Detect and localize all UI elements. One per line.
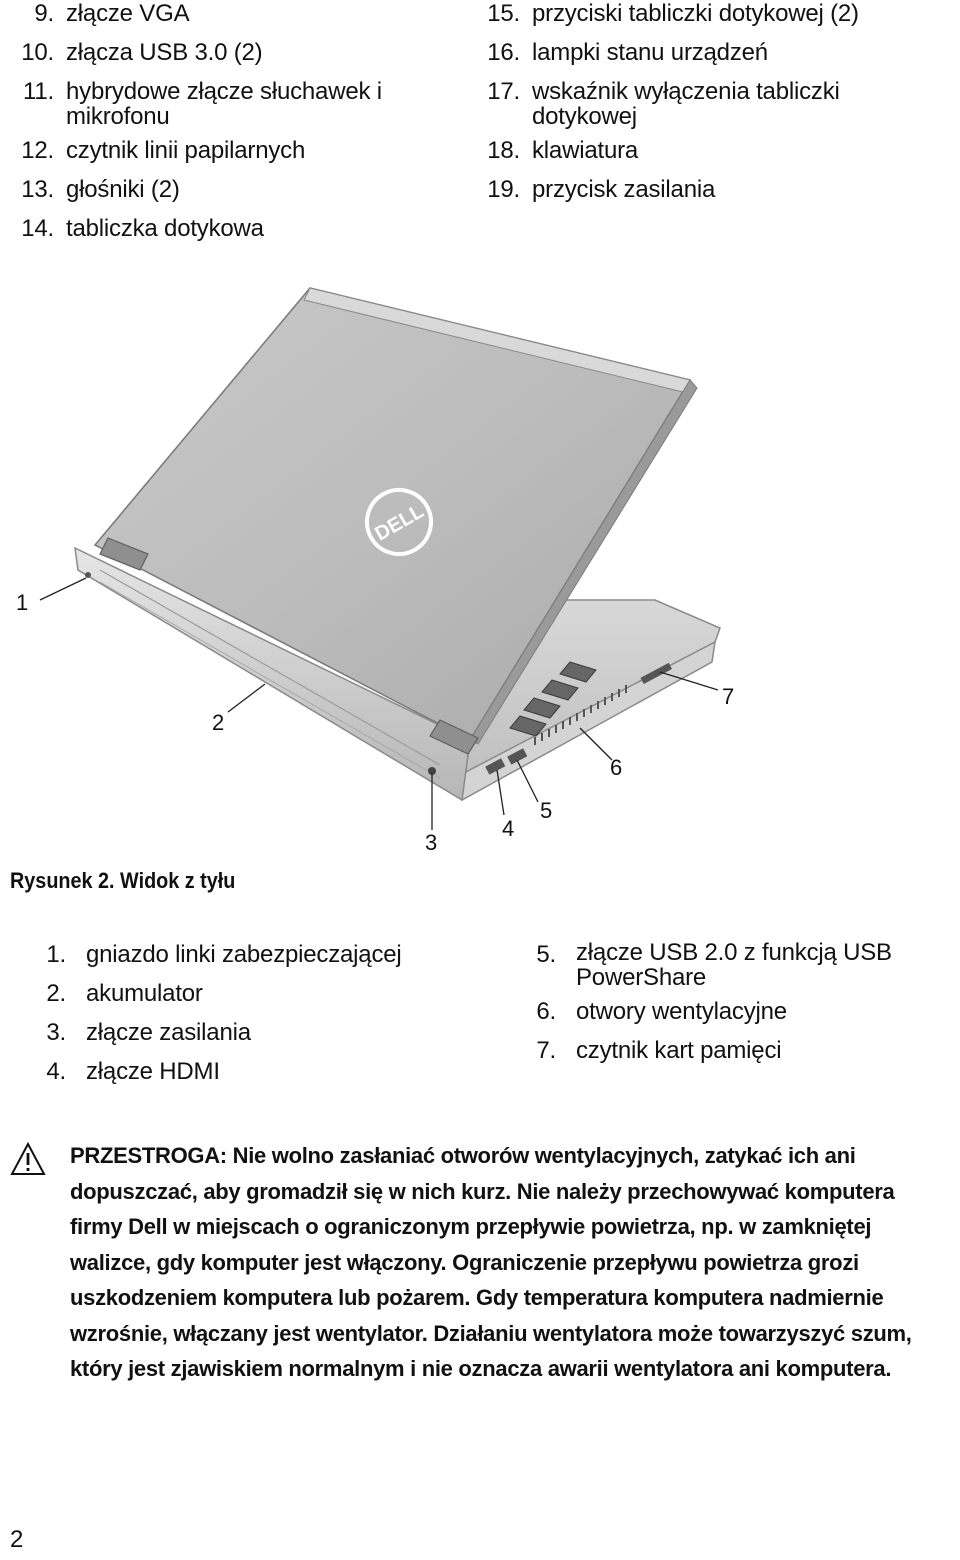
list-item: 18. klawiatura — [487, 137, 639, 164]
list-item: 19. przycisk zasilania — [487, 176, 716, 203]
list-item: 11. hybrydowe złącze słuchawek i mikrofonu — [23, 78, 382, 130]
callout-7: 7 — [722, 684, 735, 709]
list-item: 6. otwory wentylacyjne — [536, 998, 787, 1025]
list-item: 16. lampki stanu urządzeń — [487, 39, 768, 66]
bottom-list-right — [520, 935, 940, 1070]
list-item: 10. złącza USB 3.0 (2) — [21, 39, 263, 66]
list-item: 17. wskaźnik wyłączenia tabliczki dotykowej — [487, 78, 840, 130]
list-item: 14. tabliczka dotykowa — [21, 215, 264, 242]
list-item: 13. głośniki (2) — [21, 176, 180, 203]
caution-text: PRZESTROGA: Nie wolno zasłaniać otworów wentylacyjnych, zatykać ich ani dopuszczać, aby gromadził się w nich kurz. Nie należy przechowywać komputera firmy Dell w miejscach o ograniczonym przepływie powietrza, np. w zamkniętej walizce, gdy komputer jest włączony. Ograniczenie przepływu powietrza grozi uszkodzeniem komputera lub pożarem. Gdy temperatura komputera nadmiernie wzrośnie, włączany jest wentylator. Działaniu wentylatora może towarzyszyć szum, który jest zjawiskiem normalnym i nie oznacza awarii wentylatora ani komputera. — [70, 1143, 912, 1381]
callout-1: 1 — [16, 590, 29, 615]
list-item: 15. przyciski tabliczki dotykowej (2) — [487, 0, 859, 27]
list-item: 7. czytnik kart pamięci — [536, 1037, 782, 1064]
security-slot — [85, 572, 91, 578]
laptop-back-view-illustration — [0, 270, 960, 860]
list-item: 2. akumulator — [46, 980, 203, 1007]
page-number: 2 — [10, 1526, 24, 1553]
callout-2: 2 — [212, 710, 225, 735]
list-item: 12. czytnik linii papilarnych — [21, 137, 306, 164]
list-item: 3. złącze zasilania — [46, 1019, 251, 1046]
svg-text:DELL: DELL — [371, 500, 428, 546]
callout-5: 5 — [540, 798, 553, 823]
callout-4: 4 — [502, 816, 515, 841]
callout-6: 6 — [610, 755, 623, 780]
callout-3: 3 — [425, 830, 438, 855]
warning-triangle-icon — [10, 1142, 46, 1176]
list-item: 4. złącze HDMI — [46, 1058, 220, 1085]
figure-caption: Rysunek 2. Widok z tyłu — [10, 868, 236, 893]
list-item: 1. gniazdo linki zabezpieczającej — [46, 941, 402, 968]
list-item: 9. złącze VGA — [34, 0, 190, 27]
top-list-right — [476, 0, 936, 209]
list-item: 5. złącze USB 2.0 z funkcją USB PowerShare — [536, 939, 892, 991]
top-list-left — [10, 0, 430, 248]
bottom-list-left — [30, 935, 470, 1091]
